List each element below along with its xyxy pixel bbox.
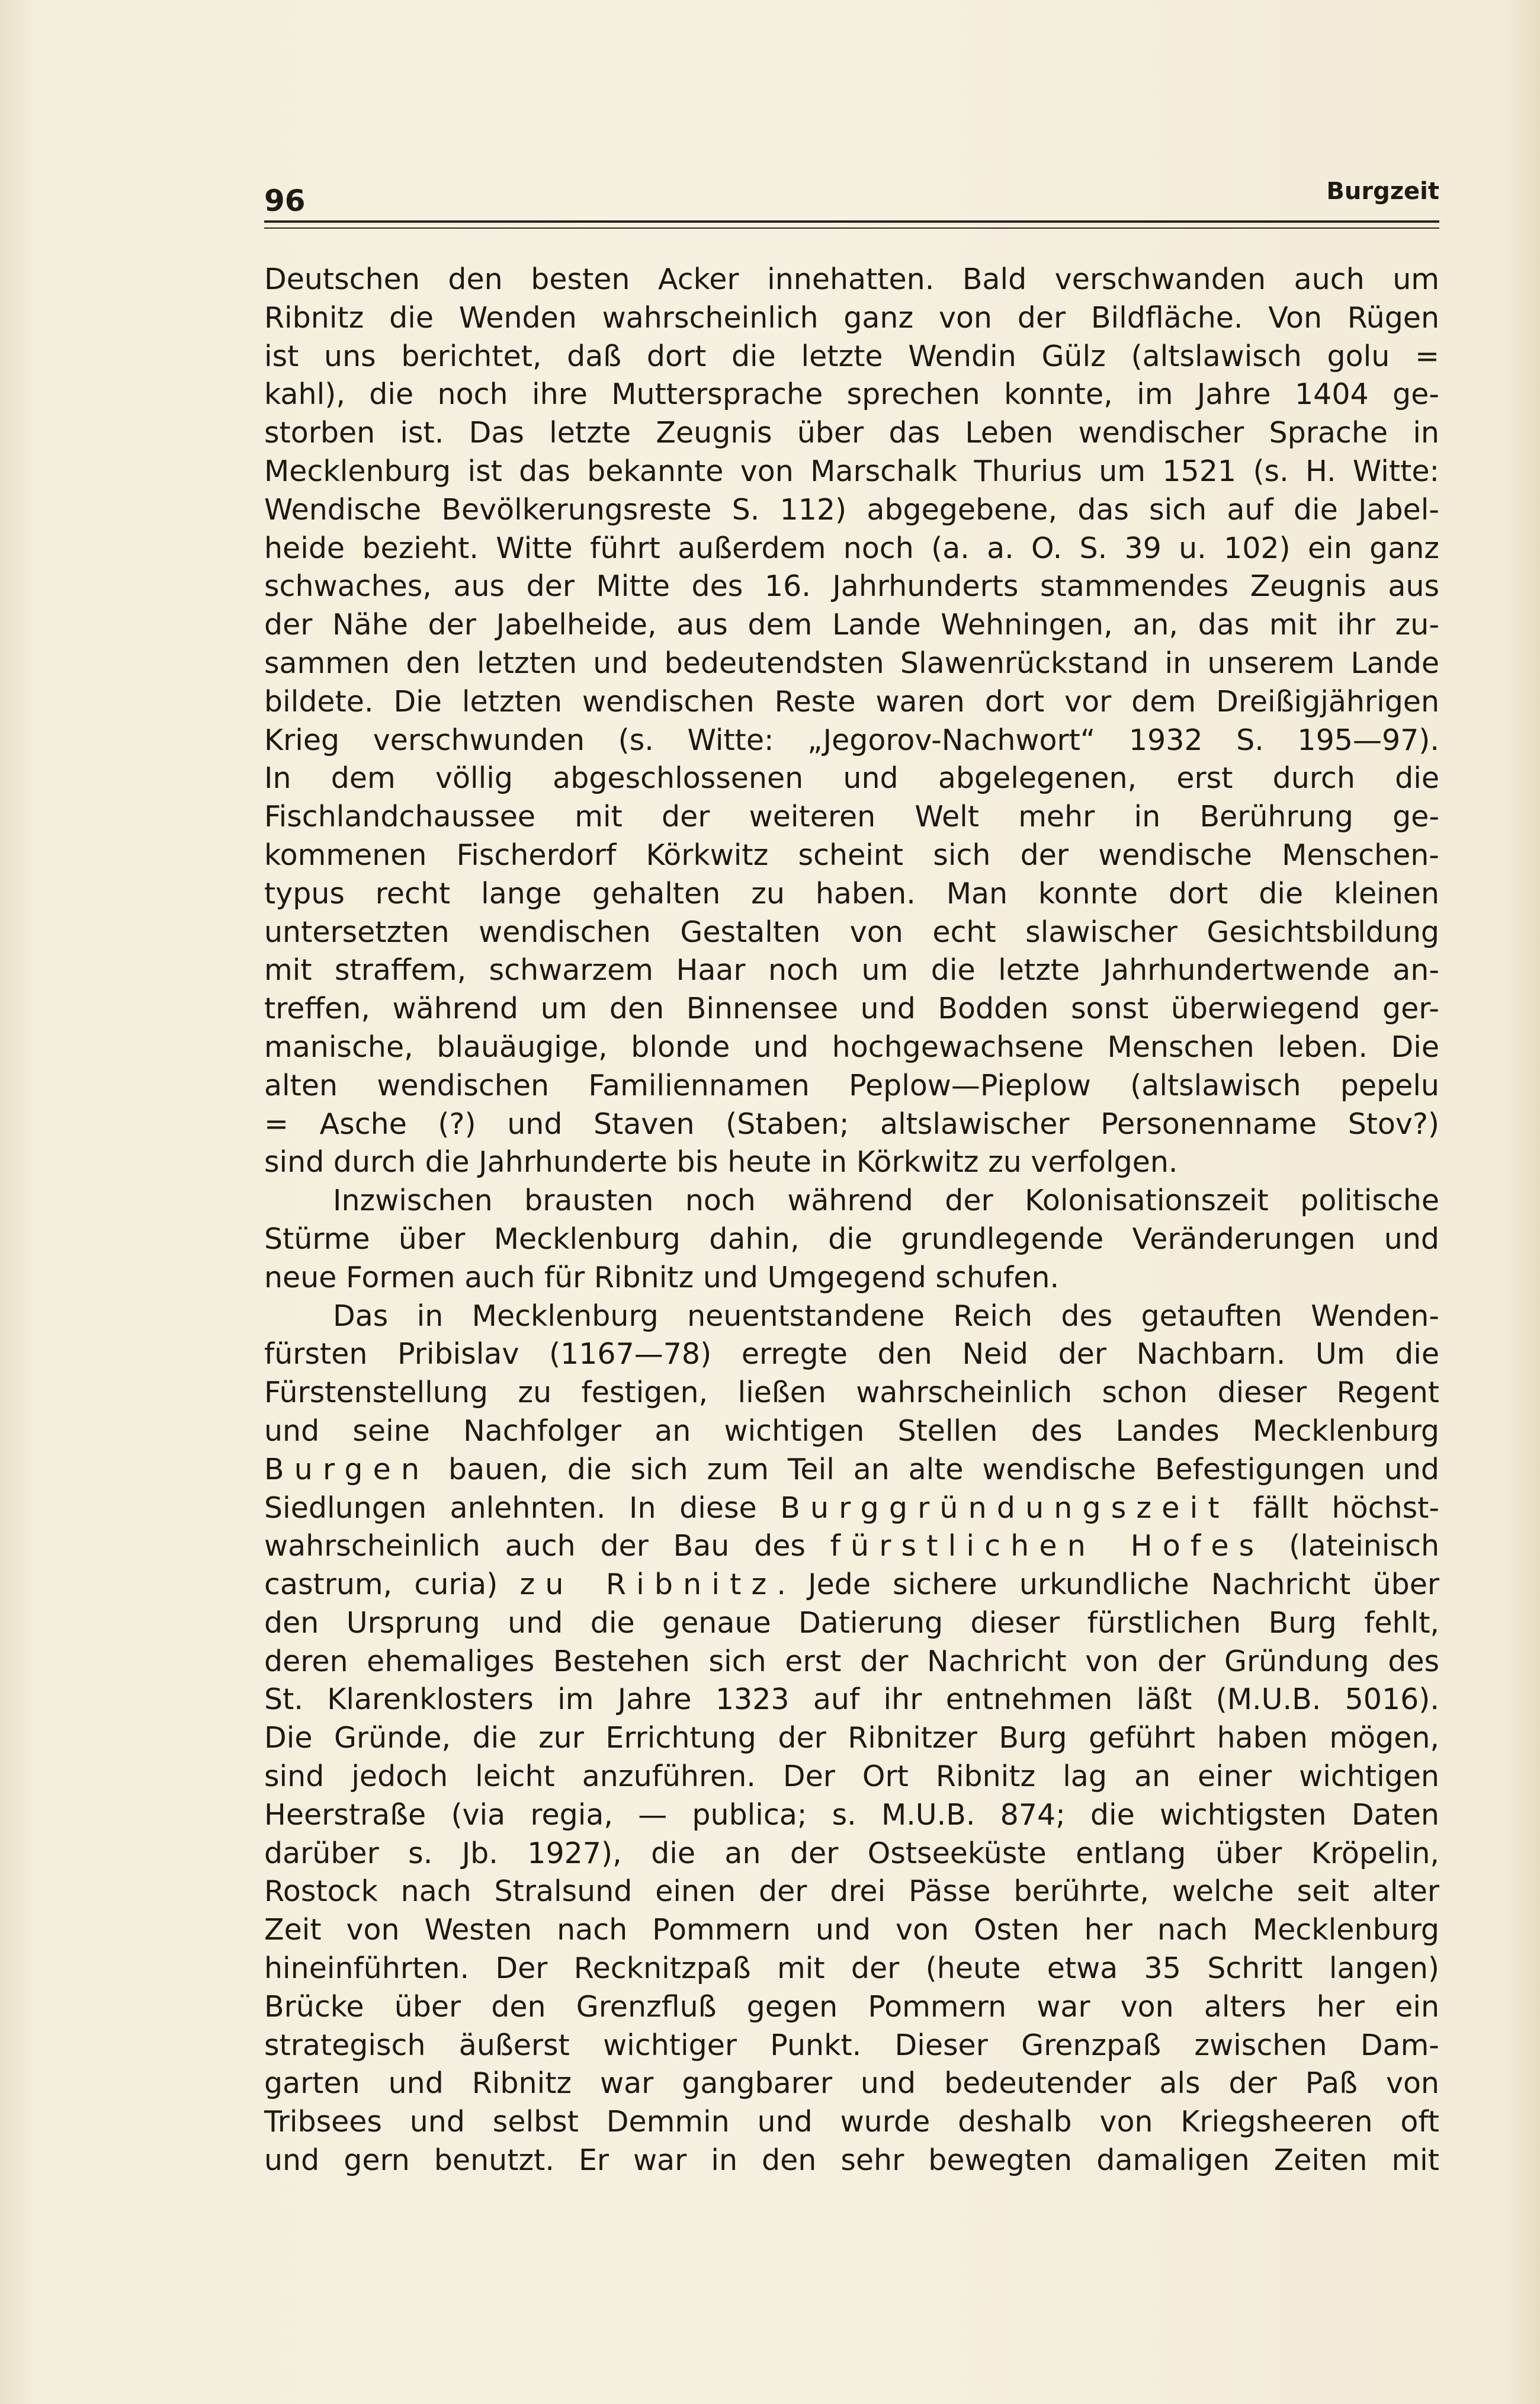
- text-line: Tribsees und selbst Demmin und wurde deshalb von Kriegsheeren oft: [264, 2105, 1439, 2139]
- text-line: neue Formen auch für Ribnitz und Umgegend schufen.: [264, 1260, 1060, 1294]
- text-line: den Ursprung und die genaue Datierung dieser fürstlichen Burg fehlt,: [264, 1605, 1439, 1640]
- text-segment: bauen, die sich zum Teil an alte wendische Befestigungen und: [429, 1452, 1439, 1486]
- emphasis-spaced: zu Ribnitz: [519, 1568, 777, 1602]
- text-segment: wahrscheinlich auch der Bau des: [264, 1529, 830, 1563]
- text-line: alten wendischen Familiennamen Peplow—Pieplow (altslawisch pepelu: [264, 1068, 1439, 1102]
- running-title: Burgzeit: [1326, 178, 1439, 205]
- text-line: sind jedoch leicht anzuführen. Der Ort Ribnitz lag an einer wichtigen: [264, 1759, 1439, 1794]
- text-line: untersetzten wendischen Gestalten von echt slawischer Gesichtsbildung: [264, 915, 1439, 949]
- page-header: [264, 178, 1439, 225]
- text-line: Rostock nach Stralsund einen der drei Pässe berührte, welche seit alter: [264, 1874, 1439, 1909]
- text-line: Ribnitz die Wenden wahrscheinlich ganz von der Bildfläche. Von Rügen: [264, 300, 1439, 335]
- text-line: hineinführten. Der Recknitzpaß mit der (heute etwa 35 Schritt langen): [264, 1951, 1439, 1986]
- text-line: darüber s. Jb. 1927), die an der Ostseeküste entlang über Kröpelin,: [264, 1836, 1439, 1870]
- emphasis-spaced: Burgen: [264, 1452, 430, 1486]
- text-line: Das in Mecklenburg neuentstandene Reich des getauften Wenden-: [333, 1299, 1439, 1333]
- header-rule-thin: [264, 227, 1439, 229]
- text-line: schwaches, aus der Mitte des 16. Jahrhunderts stammendes Zeugnis aus: [264, 569, 1439, 604]
- emphasis-spaced: Burggründungszeit: [780, 1491, 1230, 1525]
- text-line: fürsten Pribislav (1167—78) erregte den Neid der Nachbarn. Um die: [264, 1337, 1439, 1371]
- text-line: kommenen Fischerdorf Körkwitz scheint sich der wendische Menschen-: [264, 838, 1439, 872]
- text-line: Mecklenburg ist das bekannte von Marschalk Thurius um 1521 (s. H. Witte:: [264, 454, 1439, 488]
- text-segment: Siedlungen anlehnten. In diese: [264, 1491, 781, 1525]
- text-line: mit straffem, schwarzem Haar noch um die letzte Jahrhundertwende an-: [264, 953, 1439, 988]
- text-line: Deutschen den besten Acker innehatten. Bald verschwanden auch um: [264, 262, 1439, 296]
- text-line: [264, 1566, 1439, 1604]
- text-line: Inzwischen brausten noch während der Kolonisationszeit politische: [333, 1184, 1439, 1218]
- text-line: sammen den letzten und bedeutendsten Slawenrückstand in unserem Lande: [264, 646, 1439, 680]
- text-line: Zeit von Westen nach Pommern und von Osten her nach Mecklenburg: [264, 1913, 1439, 1947]
- text-segment: . Jede sichere urkundliche Nachricht über: [777, 1568, 1439, 1602]
- text-line: Wendische Bevölkerungsreste S. 112) abgegebene, das sich auf die Jabel-: [264, 492, 1439, 527]
- text-line: bildete. Die letzten wendischen Reste waren dort vor dem Dreißigjährigen: [264, 684, 1439, 719]
- text-line: Heerstraße (via regia, — publica; s. M.U.B. 874; die wichtigsten Daten: [264, 1797, 1439, 1832]
- text-line: [264, 1527, 1439, 1566]
- text-line: strategisch äußerst wichtiger Punkt. Dieser Grenzpaß zwischen Dam-: [264, 2028, 1439, 2062]
- text-line: manische, blauäugige, blonde und hochgewachsene Menschen leben. Die: [264, 1030, 1439, 1064]
- text-line: Fürstenstellung zu festigen, ließen wahrscheinlich schon dieser Regent: [264, 1376, 1439, 1410]
- text-line: heide bezieht. Witte führt außerdem noch (a. a. O. S. 39 u. 102) ein ganz: [264, 531, 1439, 565]
- text-line: und seine Nachfolger an wichtigen Stellen des Landes Mecklenburg: [264, 1413, 1439, 1448]
- text-line: typus recht lange gehalten zu haben. Man konnte dort die kleinen: [264, 876, 1439, 911]
- text-line: treffen, während um den Binnensee und Bodden sonst überwiegend ger-: [264, 992, 1439, 1026]
- text-line: storben ist. Das letzte Zeugnis über das Leben wendischer Sprache in: [264, 416, 1439, 450]
- text-segment: (lateinisch: [1264, 1529, 1439, 1563]
- text-line: In dem völlig abgeschlossenen und abgelegenen, erst durch die: [264, 761, 1439, 796]
- text-line: deren ehemaliges Bestehen sich erst der Nachricht von der Gründung des: [264, 1644, 1439, 1678]
- text-line: Stürme über Mecklenburg dahin, die grundlegende Veränderungen und: [264, 1222, 1439, 1256]
- header-rule: [264, 220, 1439, 223]
- text-line: sind durch die Jahrhunderte bis heute in Körkwitz zu verfolgen.: [264, 1145, 1178, 1179]
- text-line: der Nähe der Jabelheide, aus dem Lande Wehningen, an, das mit ihr zu-: [264, 608, 1439, 642]
- text-segment: castrum, curia): [264, 1568, 520, 1602]
- text-line: Fischlandchaussee mit der weiteren Welt mehr in Berührung ge-: [264, 800, 1439, 834]
- text-line: Krieg verschwunden (s. Witte: „Jegorov-Nachwort“ 1932 S. 195—97).: [264, 723, 1439, 757]
- text-line: garten und Ribnitz war gangbarer und bedeutender als der Paß von: [264, 2066, 1439, 2101]
- text-segment: fällt höchst-: [1229, 1491, 1439, 1525]
- body-text: [264, 261, 1439, 2180]
- text-line: ist uns berichtet, daß dort die letzte Wendin Gülz (altslawisch golu =: [264, 339, 1439, 373]
- page-number: 96: [264, 184, 306, 218]
- text-line: [264, 1451, 1439, 1489]
- text-line: [264, 1489, 1439, 1528]
- text-line: Brücke über den Grenzfluß gegen Pommern war von alters her ein: [264, 1989, 1439, 2024]
- text-line: = Asche (?) und Staven (Staben; altslawischer Personenname Stov?): [264, 1107, 1439, 1141]
- text-line: kahl), die noch ihre Muttersprache sprechen konnte, im Jahre 1404 ge-: [264, 377, 1439, 412]
- text-line: und gern benutzt. Er war in den sehr bewegten damaligen Zeiten mit: [264, 2143, 1439, 2178]
- emphasis-spaced: fürstlichen Hofes: [830, 1529, 1265, 1563]
- text-line: St. Klarenklosters im Jahre 1323 auf ihr entnehmen läßt (M.U.B. 5016).: [264, 1682, 1439, 1717]
- text-line: Die Gründe, die zur Errichtung der Ribnitzer Burg geführt haben mögen,: [264, 1721, 1439, 1755]
